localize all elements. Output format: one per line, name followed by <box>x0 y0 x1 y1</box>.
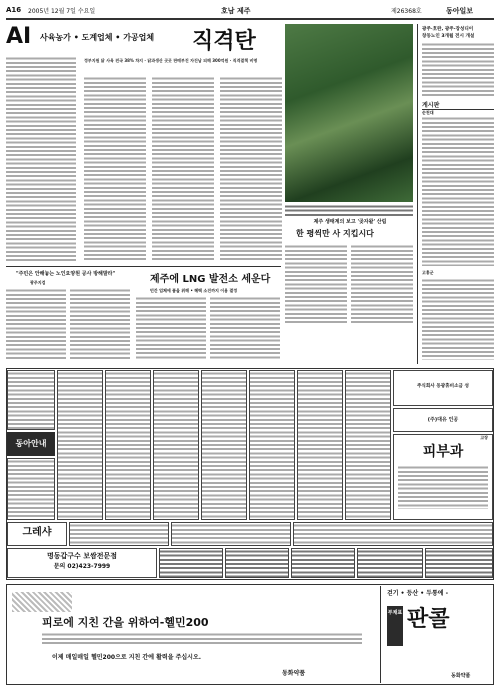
ad-rental-title: 그레샤 <box>22 527 52 538</box>
sidebar-top-sub: 창동노인 3개월 전시 개설 <box>422 34 475 39</box>
ad-bossam-title: 명동갑구수 보쌈전문점 <box>46 552 118 560</box>
classified-col-4 <box>153 370 199 520</box>
ad-skin-label: 고장 <box>480 435 488 440</box>
classified-col-8 <box>345 370 391 520</box>
photo-quote: 한 평씩만 사 지킵시다 <box>296 229 374 238</box>
classified-bottom-1 <box>159 548 223 578</box>
page-header <box>6 4 494 20</box>
article3-title: 제주에 LNG 발전소 세운다 <box>150 274 271 285</box>
classified-col-3 <box>105 370 151 520</box>
ad-furniture <box>393 370 493 406</box>
ad-skin-body <box>398 465 488 509</box>
footer-right-top: 걷기 • 등산 • 두통에 - <box>387 590 449 597</box>
classifieds-label: 동아안내 <box>7 432 55 456</box>
article-ai-body-col3 <box>152 76 214 261</box>
photo-caption: 제주 생태계의 보고 '곶자왈' 산림 <box>313 219 387 225</box>
sidebar-divider <box>417 24 418 364</box>
sidebar-notices <box>422 278 494 360</box>
sidebar-column-title: 게시판 <box>422 100 494 110</box>
footer-ad-graphic <box>12 592 72 612</box>
article-ai-body-col4 <box>220 76 282 261</box>
article-ai-subhead: 사육농가 • 도계업체 • 가공업체 <box>40 33 155 42</box>
article-ai-body-col2 <box>84 76 146 261</box>
article3-deck: 민간 업체에 품을 위해 • 혜택 소진까지 이용 결정 <box>150 288 238 293</box>
classified-bottom-3 <box>291 548 355 578</box>
classified-bottom-5 <box>425 548 493 578</box>
ad-rental <box>7 522 67 546</box>
sidebar-top-title: 광주·호완, 광주·장성디이 <box>422 27 474 32</box>
article2-byline: 광주지검 <box>30 280 46 285</box>
section-title: 호남 제주 <box>221 7 251 15</box>
sidebar-item-2: 고흥군 <box>422 270 434 275</box>
footer-ad-body <box>42 632 362 646</box>
sidebar-top-body <box>422 42 494 96</box>
footer-ad-subline: 이제 매일매일 헬민200으로 지친 간에 활력을 주십시오. <box>52 654 202 661</box>
classified-col-1 <box>7 370 55 430</box>
sidebar-body <box>422 116 494 266</box>
article3-body-col1 <box>136 296 206 360</box>
paper-name: 동아일보 <box>446 7 474 15</box>
classified-row-lower-2 <box>171 522 291 546</box>
article2-body-col2 <box>70 288 130 360</box>
article-ai-body-col1 <box>6 56 76 261</box>
footer-ad-brand: 동화약품 <box>282 670 306 677</box>
footer-right-label: 부채표 <box>387 606 403 646</box>
article-ai <box>6 24 281 264</box>
classified-left-lower <box>7 458 55 520</box>
photo-story-col2 <box>351 244 413 324</box>
footer-ad-right <box>380 586 493 683</box>
ad-skin-title: 피부과 <box>422 444 464 460</box>
photo-story-col1 <box>285 244 347 324</box>
article2-pullquote: "주민은 안해놓는 노인요양원 공사 방해말라" <box>16 271 116 277</box>
article-ai-title: 직격탄 <box>192 29 256 54</box>
article3-body-col2 <box>210 296 280 360</box>
article2-body-col1 <box>6 288 66 360</box>
ad-bossam-phone: 문의 02)423-7999 <box>53 563 111 570</box>
ad-agent <box>393 408 493 432</box>
footer-right-product: 판콜 <box>407 607 450 632</box>
article-ai-deck: 정부지원 닭 사육 전국 38% 차지 · 닭과생산 곳곳 판매부진 자진납 피해 300억원 · 직격결책 비명 <box>84 58 258 63</box>
ad-bossam <box>7 548 157 578</box>
ad-skin-clinic <box>393 434 493 520</box>
issue-date: 2005년 12월 7일 수요일 <box>28 8 96 15</box>
classified-col-7 <box>297 370 343 520</box>
footer-ad-main <box>12 592 374 680</box>
ad-agent-name: (주)대유 인공 <box>427 417 459 423</box>
ad-furniture-name: 주식회사 동광휴비소금 성 <box>416 384 469 389</box>
photo-caption-lines <box>285 204 413 216</box>
classified-bottom-4 <box>357 548 423 578</box>
page-number: A16 <box>6 6 22 14</box>
forest-photo <box>285 24 413 202</box>
issue-number: 제26368호 <box>391 8 422 15</box>
classified-row-lower-3 <box>293 522 493 546</box>
classified-row-lower-1 <box>69 522 169 546</box>
article-ai-kicker: AI <box>6 24 32 49</box>
classified-col-2 <box>57 370 103 520</box>
sidebar-item-1: 순천대 <box>422 110 434 115</box>
footer-right-brand: 동화약품 <box>451 673 471 679</box>
section-divider <box>6 266 281 267</box>
footer-ad-headline: 피로에 지친 간을 위하여-헬민200 <box>42 616 209 629</box>
classified-col-5 <box>201 370 247 520</box>
classified-col-6 <box>249 370 295 520</box>
classified-bottom-2 <box>225 548 289 578</box>
